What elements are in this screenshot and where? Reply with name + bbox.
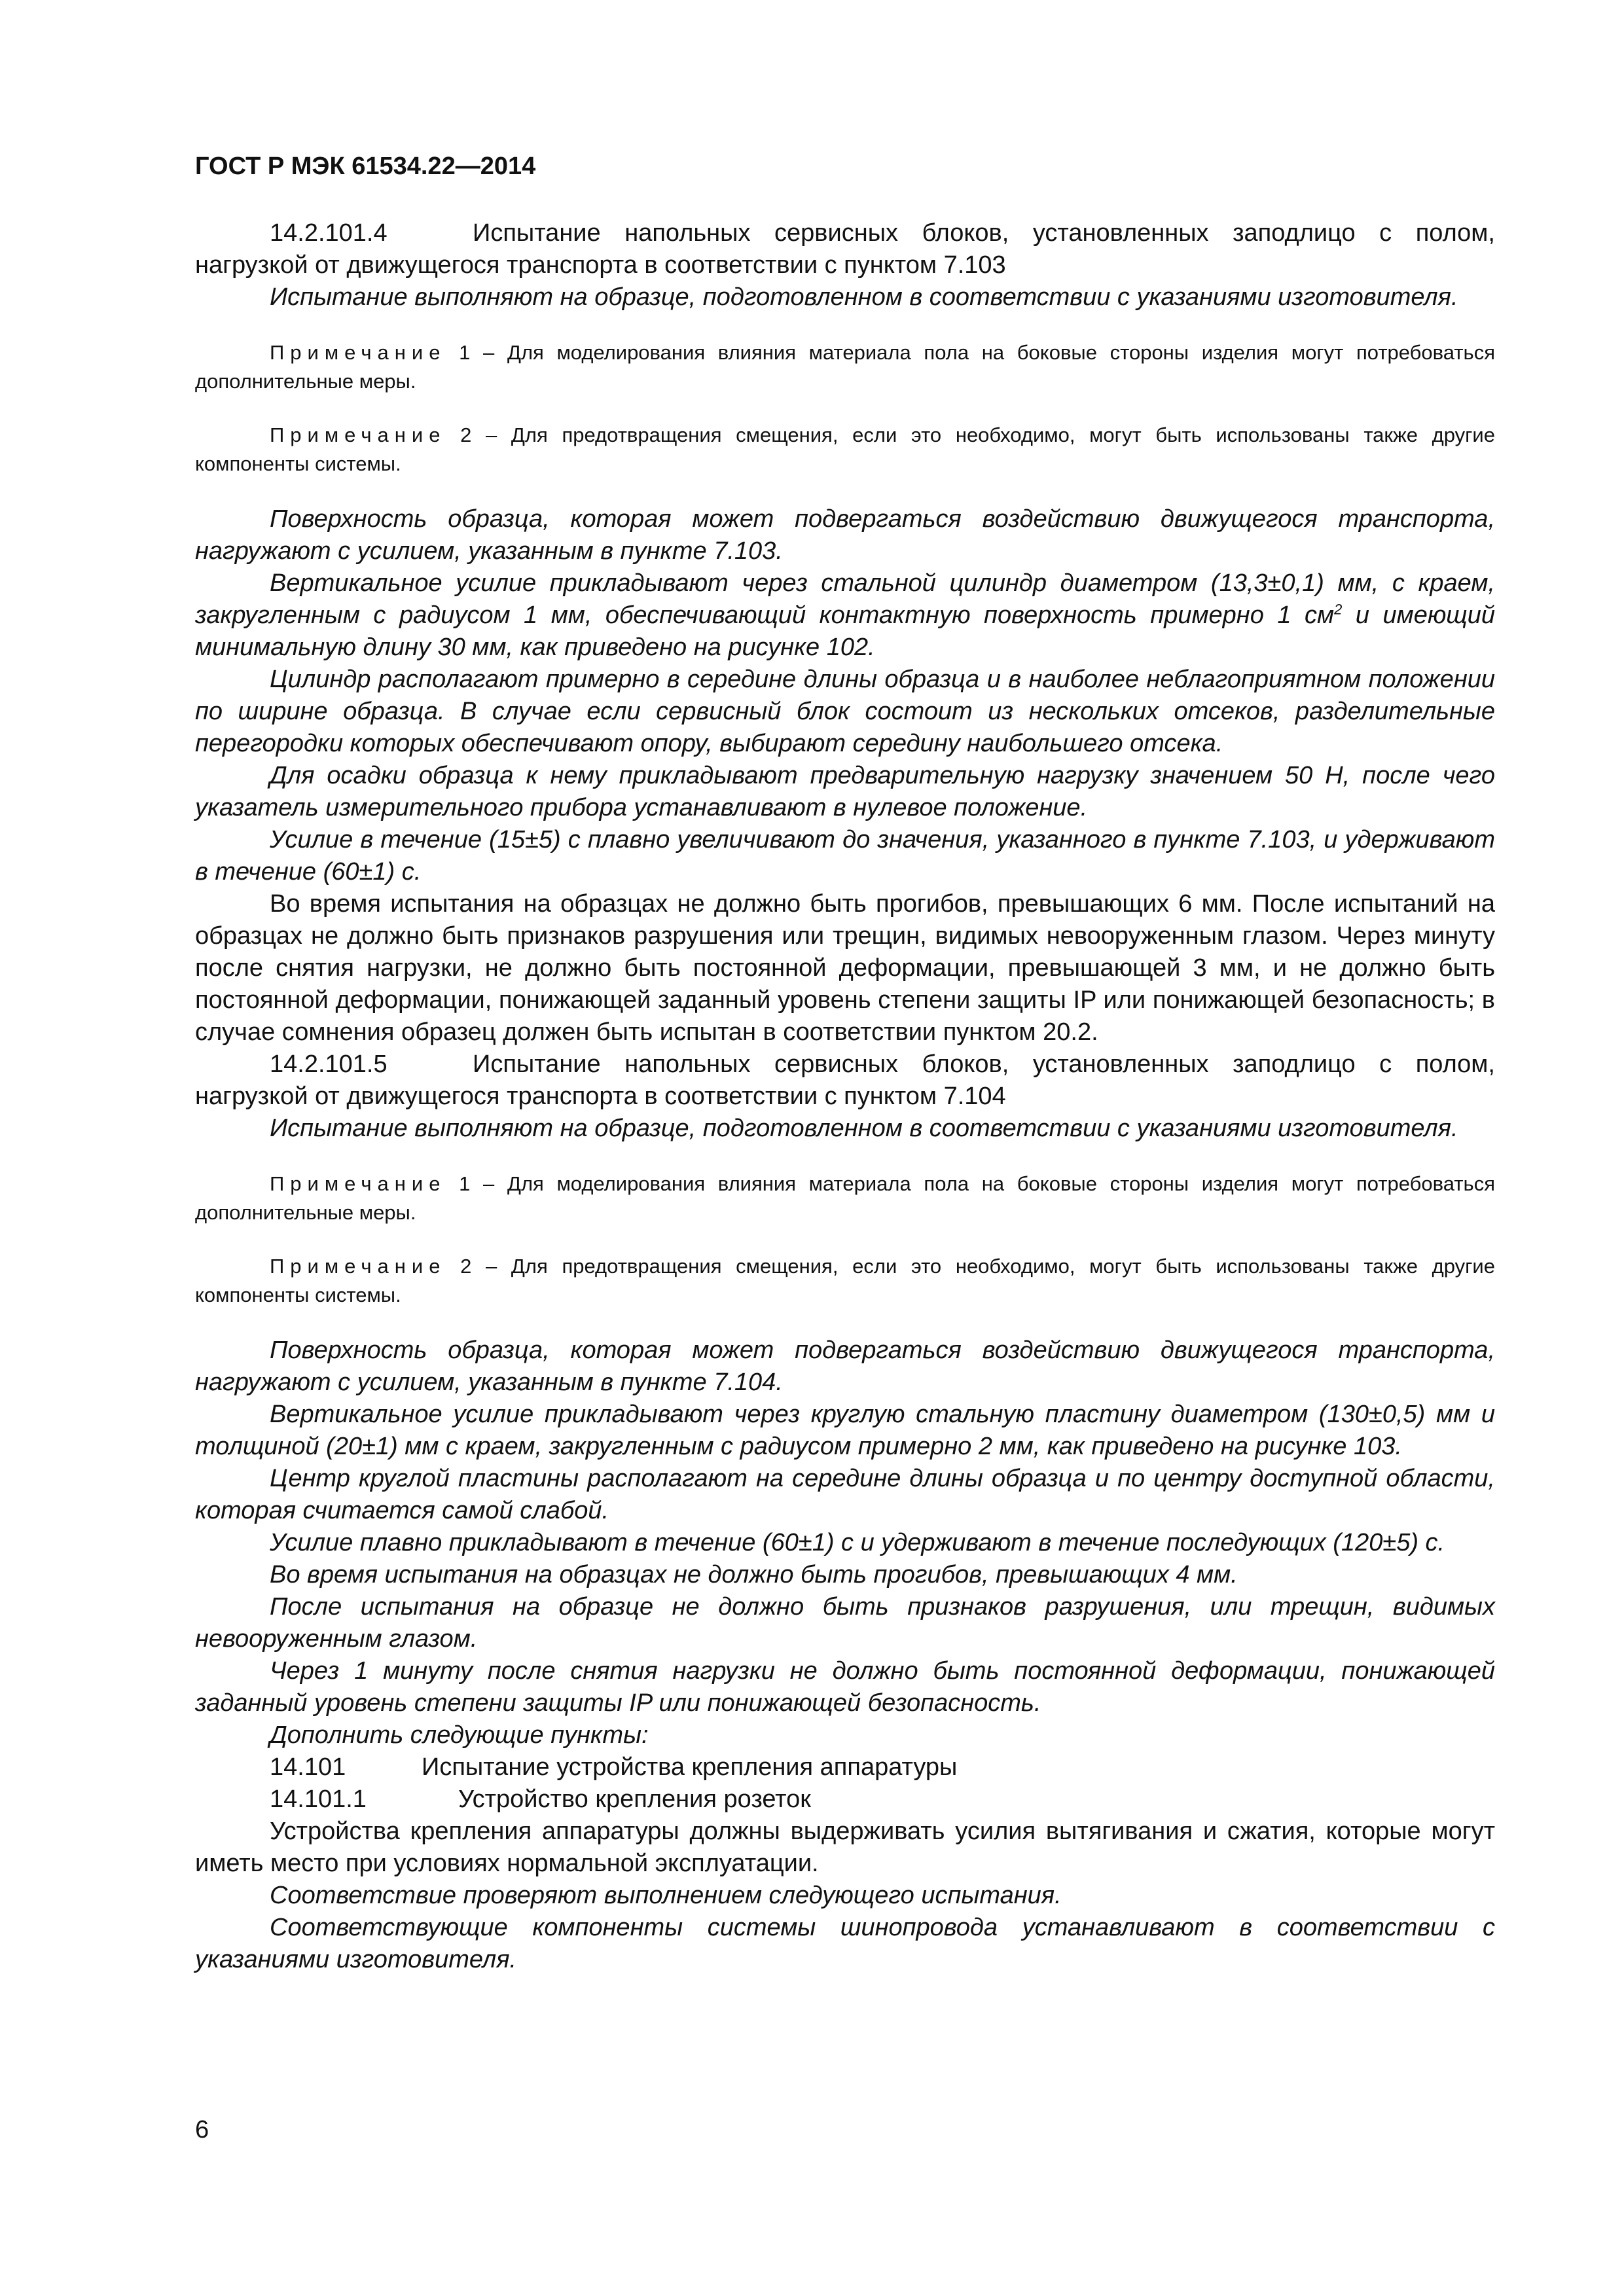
paragraph: Центр круглой пластины располагают на середине длины образца и по центру доступной области, которая считается самой слабой. <box>195 1465 1495 1524</box>
paragraph: Испытание выполняют на образце, подготовленном в соответствии с указаниями изготовителя. <box>270 283 1458 311</box>
clause-heading-14-101 <box>195 1751 1495 1784</box>
clause-heading-14-2-101-4 <box>195 217 1495 281</box>
paragraph: Соответствующие компоненты системы шинопровода устанавливают в соответствии с указаниями изготовителя. <box>195 1914 1495 1973</box>
clause-number: 14.101 <box>270 1753 346 1781</box>
clause-number: 14.101.1 <box>270 1785 367 1813</box>
paragraph-text: Вертикальное усилие прикладывают через стальной цилиндр диаметром (13,3±0,1) мм, с краем, закругленным с радиусом 1 мм, обеспечивающий контактную поверхность примерно 1 см <box>195 569 1495 629</box>
page-number: 6 <box>195 2116 209 2144</box>
note-2 <box>195 1252 1495 1310</box>
paragraph: Во время испытания на образцах не должно быть прогибов, превышающих 6 мм. После испытаний на образцах не должно быть признаков разрушения или трещин, видимых невооруженным глазом. Через минуту после снятия нагрузки, не должно быть постоянной деформации, превышающей 3 мм, и не должно быть постоянной деформации, понижающей заданный уровень степени защиты IP или понижающей безопасность; в случае сомнения образец должен быть испытан в соответствии пунктом 20.2. <box>195 890 1495 1046</box>
paragraph: Испытание выполняют на образце, подготовленном в соответствии с указаниями изготовителя. <box>270 1115 1458 1142</box>
paragraph: Устройства крепления аппаратуры должны выдерживать усилия вытягивания и сжатия, которые могут иметь место при условиях нормальной эксплуатации. <box>195 1818 1495 1877</box>
note-label: Примечание <box>270 423 446 446</box>
paragraph <box>195 567 1495 664</box>
paragraph: Усилие в течение (15±5) с плавно увеличивают до значения, указанного в пункте 7.103, и удерживают в течение (60±1) с. <box>195 826 1495 886</box>
superscript: 2 <box>1334 601 1343 618</box>
note-label: Примечание <box>270 1172 446 1195</box>
note-text: 2 – Для предотвращения смещения, если это необходимо, могут быть использованы также другие компоненты системы. <box>195 423 1495 475</box>
paragraph: Соответствие проверяют выполнением следующего испытания. <box>270 1882 1062 1909</box>
note-label: Примечание <box>270 341 446 364</box>
note-text: 2 – Для предотвращения смещения, если это необходимо, могут быть использованы также другие компоненты системы. <box>195 1255 1495 1306</box>
paragraph: Для осадки образца к нему прикладывают предварительную нагрузку значением 50 Н, после чего указатель измерительного прибора устанавливают в нулевое положение. <box>195 762 1495 821</box>
paragraph: Во время испытания на образцах не должно быть прогибов, превышающих 4 мм. <box>270 1561 1238 1588</box>
document-page <box>195 151 1495 1976</box>
clause-number: 14.2.101.5 <box>270 1050 388 1078</box>
paragraph: После испытания на образце не должно быть признаков разрушения, или трещин, видимых невооруженным глазом. <box>195 1593 1495 1653</box>
paragraph: Поверхность образца, которая может подвергаться воздействию движущегося транспорта, нагружают с усилием, указанным в пункте 7.103. <box>195 505 1495 565</box>
clause-number: 14.2.101.4 <box>270 219 388 247</box>
clause-heading-14-101-1 <box>195 1784 1495 1816</box>
clause-heading-text: Испытание напольных сервисных блоков, установленных заподлицо с полом, нагрузкой от движущегося транспорта в соответствии с пунктом 7.104 <box>195 1050 1495 1110</box>
note-1 <box>195 1170 1495 1227</box>
note-2 <box>195 421 1495 478</box>
paragraph: Через 1 минуту после снятия нагрузки не должно быть постоянной деформации, понижающей заданный уровень степени защиты IP или понижающей безопасность. <box>195 1657 1495 1717</box>
clause-heading-text: Испытание напольных сервисных блоков, установленных заподлицо с полом, нагрузкой от движущегося транспорта в соответствии с пунктом 7.103 <box>195 219 1495 279</box>
paragraph: Цилиндр располагают примерно в середине длины образца и в наиболее неблагоприятном положении по ширине образца. В случае если сервисный блок состоит из нескольких отсеков, разделительные перегородки которых обеспечивают опору, выбирают середину наибольшего отсека. <box>195 666 1495 757</box>
note-1 <box>195 338 1495 396</box>
note-text: 1 – Для моделирования влияния материала пола на боковые стороны изделия могут потребоваться дополнительные меры. <box>195 341 1495 393</box>
clause-heading-text: Испытание устройства крепления аппаратуры <box>422 1753 958 1781</box>
paragraph: Усилие плавно прикладывают в течение (60±1) с и удерживают в течение последующих (120±5) с. <box>270 1529 1445 1556</box>
paragraph: Дополнить следующие пункты: <box>270 1721 649 1749</box>
paragraph: Поверхность образца, которая может подвергаться воздействию движущегося транспорта, нагружают с усилием, указанным в пункте 7.104. <box>195 1336 1495 1396</box>
paragraph-text: и имеющий минимальную длину 30 мм, как приведено на рисунке 102. <box>195 601 1496 661</box>
document-header: ГОСТ Р МЭК 61534.22—2014 <box>195 152 536 180</box>
clause-heading-text: Устройство крепления розеток <box>458 1785 811 1813</box>
clause-heading-14-2-101-5 <box>195 1049 1495 1113</box>
paragraph: Вертикальное усилие прикладывают через круглую стальную пластину диаметром (130±0,5) мм и толщиной (20±1) мм с краем, закругленным с радиусом примерно 2 мм, как приведено на рисунке 103. <box>195 1401 1495 1460</box>
note-text: 1 – Для моделирования влияния материала пола на боковые стороны изделия могут потребоваться дополнительные меры. <box>195 1172 1495 1224</box>
note-label: Примечание <box>270 1255 446 1278</box>
